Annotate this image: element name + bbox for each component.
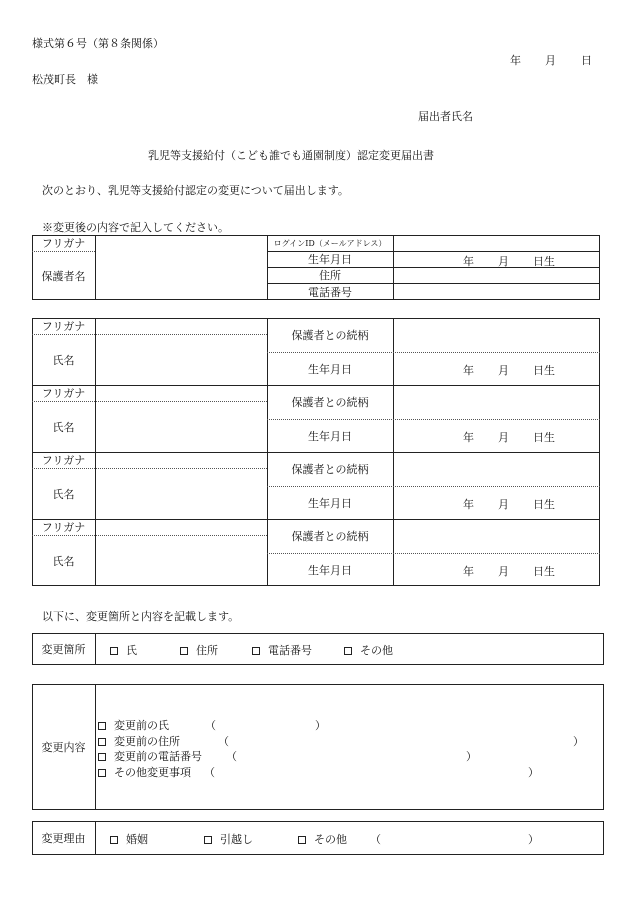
change-reason-option-marriage[interactable]: 婚姻 [110,831,148,847]
form-number: 様式第６号（第８条関係） [32,37,164,50]
guardian-phone-field[interactable] [394,284,600,300]
child-name-field[interactable] [96,335,267,385]
child-relation-field[interactable] [394,386,600,419]
child-birth-month-label: 月 [498,498,509,511]
checkbox-icon [110,836,118,844]
instruction-note: ※変更後の内容で記入してください。 [42,221,229,234]
checkbox-icon [204,836,212,844]
child-furigana-label: フリガナ [41,454,86,467]
checkbox-icon [180,647,188,655]
change-location-option-name[interactable]: 氏 [110,642,137,658]
checkbox-icon [252,647,260,655]
change-location-option-other[interactable]: その他 [344,642,393,658]
child-name-field[interactable] [96,536,267,586]
applicant-name-label: 届出者氏名 [418,110,473,123]
child-furigana-label: フリガナ [41,521,86,534]
checkbox-icon [98,769,106,777]
checkbox-icon [98,722,106,730]
guardian-furigana-field[interactable] [96,236,267,251]
change-reason-label: 変更理由 [41,832,86,845]
child-birth-label: 生年月日 [308,563,352,577]
child-furigana-field[interactable] [96,453,267,468]
child-birth-year-label: 年 [463,498,474,511]
intro-text: 次のとおり、乳児等支援給付認定の変更について届出します。 [42,184,349,197]
change-content-label: 変更内容 [41,741,86,754]
guardian-furigana-label: フリガナ [41,237,86,250]
child-birth-year-label: 年 [463,431,474,444]
guardian-birth-month-label: 月 [498,255,509,268]
change-location-label: 変更箇所 [41,643,86,656]
guardian-name-field[interactable] [96,252,267,300]
guardian-phone-label: 電話番号 [308,285,352,299]
paren-open: （ [226,750,237,763]
change-intro-text: 以下に、変更箇所と内容を記載します。 [42,610,240,623]
child-name-label: 氏名 [52,353,75,367]
checkbox-icon [98,738,106,746]
child-birth-label: 生年月日 [308,362,352,376]
guardian-birth-day-label: 日生 [533,255,555,268]
guardian-address-label: 住所 [319,269,341,282]
guardian-name-label: 保護者名 [41,269,86,283]
child-birth-day-label: 日生 [533,364,555,377]
change-location-option-phone[interactable]: 電話番号 [252,642,312,658]
child-name-field[interactable] [96,469,267,519]
child-furigana-field[interactable] [96,319,267,334]
child-furigana-field[interactable] [96,520,267,535]
child-name-label: 氏名 [52,487,75,501]
change-content-prev-name[interactable]: 変更前の氏 [98,717,169,733]
change-content-prev-address[interactable]: 変更前の住所 [98,733,180,749]
child-relation-label: 保護者との続柄 [291,329,369,342]
paren-close: ） [528,766,539,779]
addressee: 松茂町長 様 [32,73,98,86]
child-relation-label: 保護者との続柄 [291,463,369,476]
child-birth-year-label: 年 [463,364,474,377]
child-relation-field[interactable] [394,453,600,486]
paren-close: ） [315,719,326,732]
login-id-field[interactable] [394,236,600,251]
child-birth-day-label: 日生 [533,565,555,578]
checkbox-icon [110,647,118,655]
guardian-address-field[interactable] [394,268,600,283]
child-name-label: 氏名 [52,554,75,568]
child-furigana-field[interactable] [96,386,267,401]
child-relation-label: 保護者との続柄 [291,530,369,543]
change-content-other[interactable]: その他変更事項 [98,764,191,780]
child-furigana-label: フリガナ [41,387,86,400]
change-reason-option-other[interactable]: その他 [298,831,347,847]
child-birth-day-label: 日生 [533,431,555,444]
date-month-label: 月 [545,54,556,67]
child-relation-field[interactable] [394,520,600,553]
child-birth-label: 生年月日 [308,496,352,510]
child-name-label: 氏名 [52,420,75,434]
child-birth-day-label: 日生 [533,498,555,511]
child-birth-month-label: 月 [498,364,509,377]
date-day-label: 日 [581,54,592,67]
checkbox-icon [344,647,352,655]
child-birth-month-label: 月 [498,565,509,578]
checkbox-icon [98,753,106,761]
child-relation-label: 保護者との続柄 [291,396,369,409]
paren-close: ） [466,750,477,763]
child-furigana-label: フリガナ [41,320,86,333]
child-relation-field[interactable] [394,319,600,352]
paren-open: （ [218,735,229,748]
paren-open: （ [205,719,216,732]
checkbox-icon [298,836,306,844]
change-content-prev-phone[interactable]: 変更前の電話番号 [98,748,202,764]
date-year-label: 年 [510,54,521,67]
child-name-field[interactable] [96,402,267,452]
paren-open: （ [370,833,381,846]
child-birth-month-label: 月 [498,431,509,444]
child-birth-label: 生年月日 [308,429,352,443]
change-location-option-address[interactable]: 住所 [180,642,218,658]
child-birth-year-label: 年 [463,565,474,578]
guardian-birth-label: 生年月日 [308,253,352,266]
page-title: 乳児等支援給付（こども誰でも通園制度）認定変更届出書 [148,149,434,162]
login-id-label: ログインID（メールアドレス） [273,238,387,248]
paren-close: ） [573,735,584,748]
guardian-birth-year-label: 年 [463,255,474,268]
paren-open: （ [204,766,215,779]
change-reason-option-moving[interactable]: 引越し [204,831,253,847]
paren-close: ） [528,833,539,846]
